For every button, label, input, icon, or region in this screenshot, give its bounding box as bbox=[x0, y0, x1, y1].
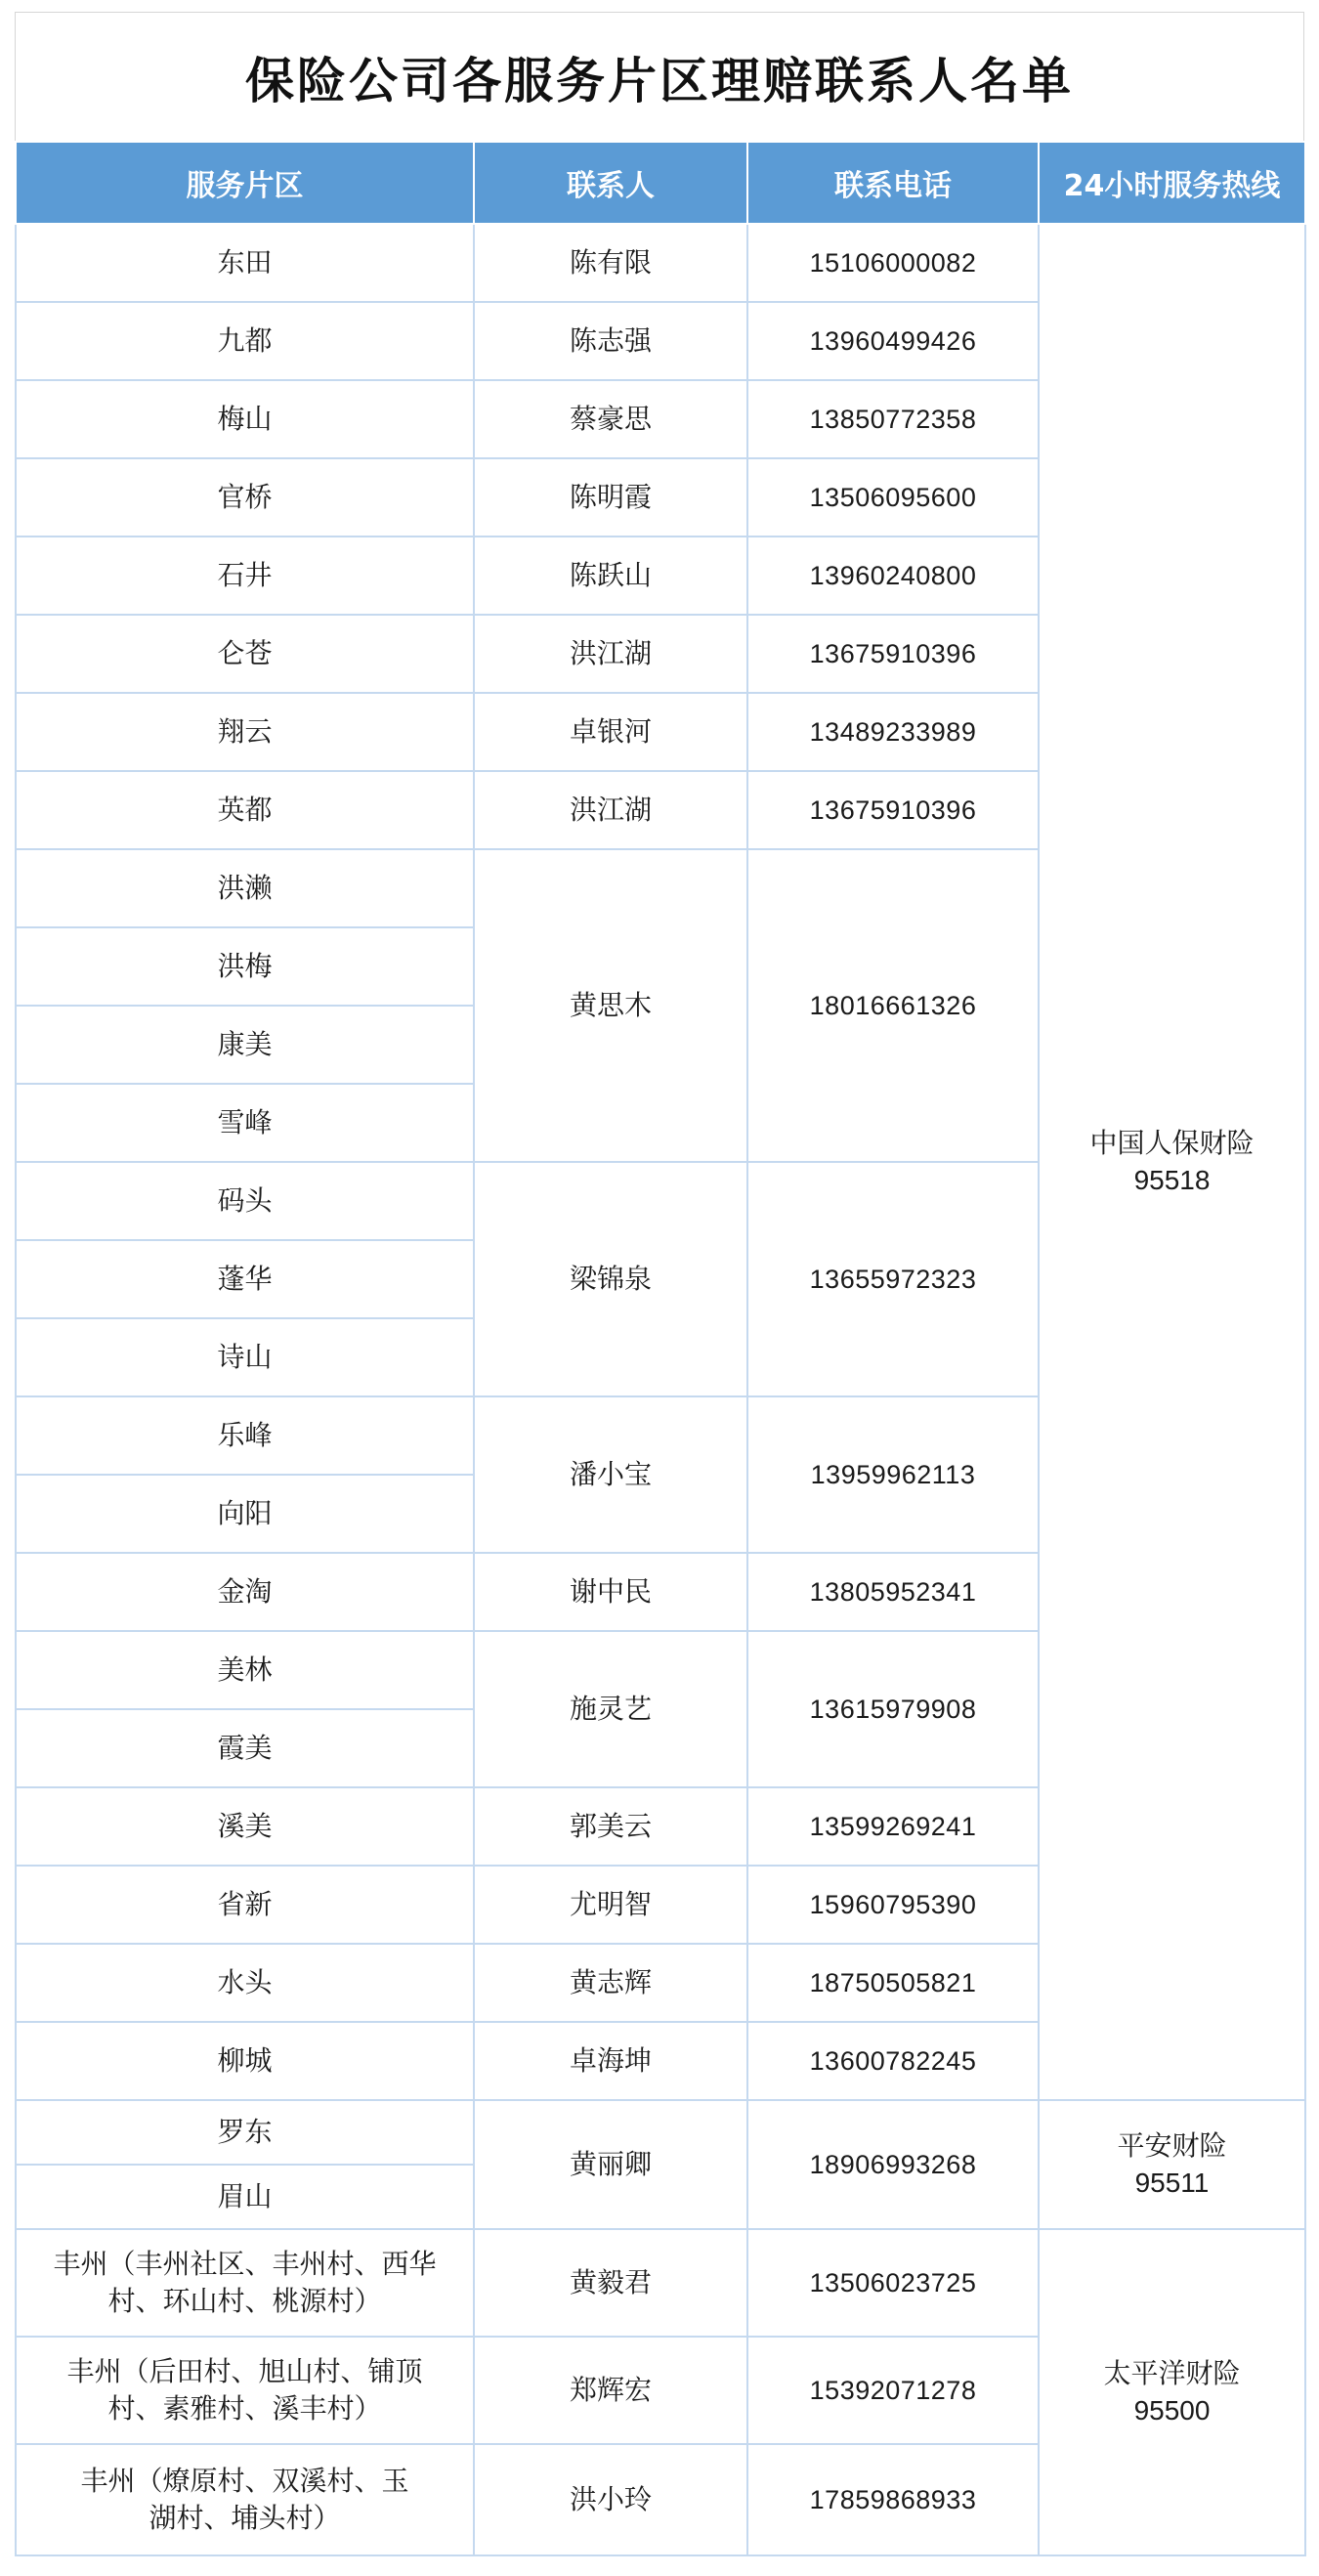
area-cell: 官桥 bbox=[16, 458, 474, 537]
area-cell: 丰州（后田村、旭山村、铺顶村、素雅村、溪丰村） bbox=[16, 2337, 474, 2444]
area-cell: 丰州（丰州社区、丰州村、西华村、环山村、桃源村） bbox=[16, 2229, 474, 2337]
area-cell: 码头 bbox=[16, 1162, 474, 1240]
header-hotline: 24小时服务热线 bbox=[1039, 142, 1305, 224]
contact-table bbox=[15, 141, 1306, 2556]
insurer-name: 平安财险 bbox=[1117, 2129, 1227, 2162]
area-cell: 洪濑 bbox=[16, 849, 474, 927]
contact-name-cell: 郑辉宏 bbox=[474, 2337, 747, 2444]
area-cell: 英都 bbox=[16, 771, 474, 849]
area-cell: 向阳 bbox=[16, 1475, 474, 1553]
phone-cell: 13675910396 bbox=[747, 615, 1039, 693]
phone-cell: 18906993268 bbox=[747, 2100, 1039, 2229]
table-header-row bbox=[16, 142, 1305, 224]
contact-name-cell: 尤明智 bbox=[474, 1866, 747, 1944]
area-cell: 眉山 bbox=[16, 2165, 474, 2229]
insurer-cell bbox=[1039, 2100, 1305, 2229]
contact-name-cell: 黄丽卿 bbox=[474, 2100, 747, 2229]
header-contact: 联系人 bbox=[474, 142, 747, 224]
table-row bbox=[16, 224, 1305, 302]
area-cell: 康美 bbox=[16, 1006, 474, 1084]
area-cell: 省新 bbox=[16, 1866, 474, 1944]
contact-name-cell: 黄思木 bbox=[474, 849, 747, 1162]
contact-name-cell: 蔡豪思 bbox=[474, 380, 747, 458]
insurer-name: 太平洋财险 bbox=[1103, 2357, 1241, 2389]
phone-cell: 13655972323 bbox=[747, 1162, 1039, 1396]
area-cell: 东田 bbox=[16, 224, 474, 302]
area-cell: 柳城 bbox=[16, 2022, 474, 2100]
table-row bbox=[16, 2229, 1305, 2337]
contact-name-cell: 梁锦泉 bbox=[474, 1162, 747, 1396]
phone-cell: 13805952341 bbox=[747, 1553, 1039, 1631]
contact-name-cell: 洪小玲 bbox=[474, 2444, 747, 2555]
contact-name-cell: 陈志强 bbox=[474, 302, 747, 380]
area-cell: 溪美 bbox=[16, 1787, 474, 1866]
phone-cell: 13959962113 bbox=[747, 1396, 1039, 1553]
area-cell: 翔云 bbox=[16, 693, 474, 771]
contact-name-cell: 陈明霞 bbox=[474, 458, 747, 537]
phone-cell: 13599269241 bbox=[747, 1787, 1039, 1866]
header-area: 服务片区 bbox=[16, 142, 474, 224]
area-cell: 丰州（燎原村、双溪村、玉湖村、埔头村） bbox=[16, 2444, 474, 2555]
insurer-hotline: 95511 bbox=[1134, 2168, 1210, 2198]
area-cell: 石井 bbox=[16, 537, 474, 615]
phone-cell: 13615979908 bbox=[747, 1631, 1039, 1787]
area-cell: 乐峰 bbox=[16, 1396, 474, 1475]
area-cell: 雪峰 bbox=[16, 1084, 474, 1162]
contact-name-cell: 黄毅君 bbox=[474, 2229, 747, 2337]
phone-cell: 18016661326 bbox=[747, 849, 1039, 1162]
contact-name-cell: 卓银河 bbox=[474, 693, 747, 771]
phone-cell: 13675910396 bbox=[747, 771, 1039, 849]
contact-name-cell: 郭美云 bbox=[474, 1787, 747, 1866]
insurer-hotline: 95500 bbox=[1133, 2395, 1211, 2426]
area-cell: 洪梅 bbox=[16, 927, 474, 1006]
contact-name-cell: 卓海坤 bbox=[474, 2022, 747, 2100]
contact-name-cell: 洪江湖 bbox=[474, 771, 747, 849]
phone-cell: 13600782245 bbox=[747, 2022, 1039, 2100]
title-box bbox=[15, 12, 1304, 141]
insurer-cell bbox=[1039, 2229, 1305, 2555]
area-cell: 美林 bbox=[16, 1631, 474, 1709]
table-row bbox=[16, 2100, 1305, 2165]
contact-name-cell: 陈有限 bbox=[474, 224, 747, 302]
area-cell: 水头 bbox=[16, 1944, 474, 2022]
phone-cell: 13850772358 bbox=[747, 380, 1039, 458]
phone-cell: 15106000082 bbox=[747, 224, 1039, 302]
contact-name-cell: 黄志辉 bbox=[474, 1944, 747, 2022]
phone-cell: 18750505821 bbox=[747, 1944, 1039, 2022]
insurer-name: 中国人保财险 bbox=[1089, 1127, 1255, 1159]
area-cell: 诗山 bbox=[16, 1318, 474, 1396]
phone-cell: 15960795390 bbox=[747, 1866, 1039, 1944]
contact-name-cell: 潘小宝 bbox=[474, 1396, 747, 1553]
area-cell: 罗东 bbox=[16, 2100, 474, 2165]
area-cell: 九都 bbox=[16, 302, 474, 380]
phone-cell: 13489233989 bbox=[747, 693, 1039, 771]
area-cell: 蓬华 bbox=[16, 1240, 474, 1318]
insurer-hotline: 95518 bbox=[1133, 1165, 1211, 1195]
header-phone: 联系电话 bbox=[747, 142, 1039, 224]
contact-name-cell: 施灵艺 bbox=[474, 1631, 747, 1787]
phone-cell: 13506095600 bbox=[747, 458, 1039, 537]
area-cell: 梅山 bbox=[16, 380, 474, 458]
area-cell: 仑苍 bbox=[16, 615, 474, 693]
phone-cell: 13506023725 bbox=[747, 2229, 1039, 2337]
contact-name-cell: 谢中民 bbox=[474, 1553, 747, 1631]
insurer-cell bbox=[1039, 224, 1305, 2100]
page-title: 保险公司各服务片区理赔联系人名单 bbox=[245, 52, 1074, 109]
phone-cell: 17859868933 bbox=[747, 2444, 1039, 2555]
area-cell: 霞美 bbox=[16, 1709, 474, 1787]
contact-name-cell: 洪江湖 bbox=[474, 615, 747, 693]
phone-cell: 15392071278 bbox=[747, 2337, 1039, 2444]
phone-cell: 13960499426 bbox=[747, 302, 1039, 380]
phone-cell: 13960240800 bbox=[747, 537, 1039, 615]
contact-name-cell: 陈跃山 bbox=[474, 537, 747, 615]
area-cell: 金淘 bbox=[16, 1553, 474, 1631]
